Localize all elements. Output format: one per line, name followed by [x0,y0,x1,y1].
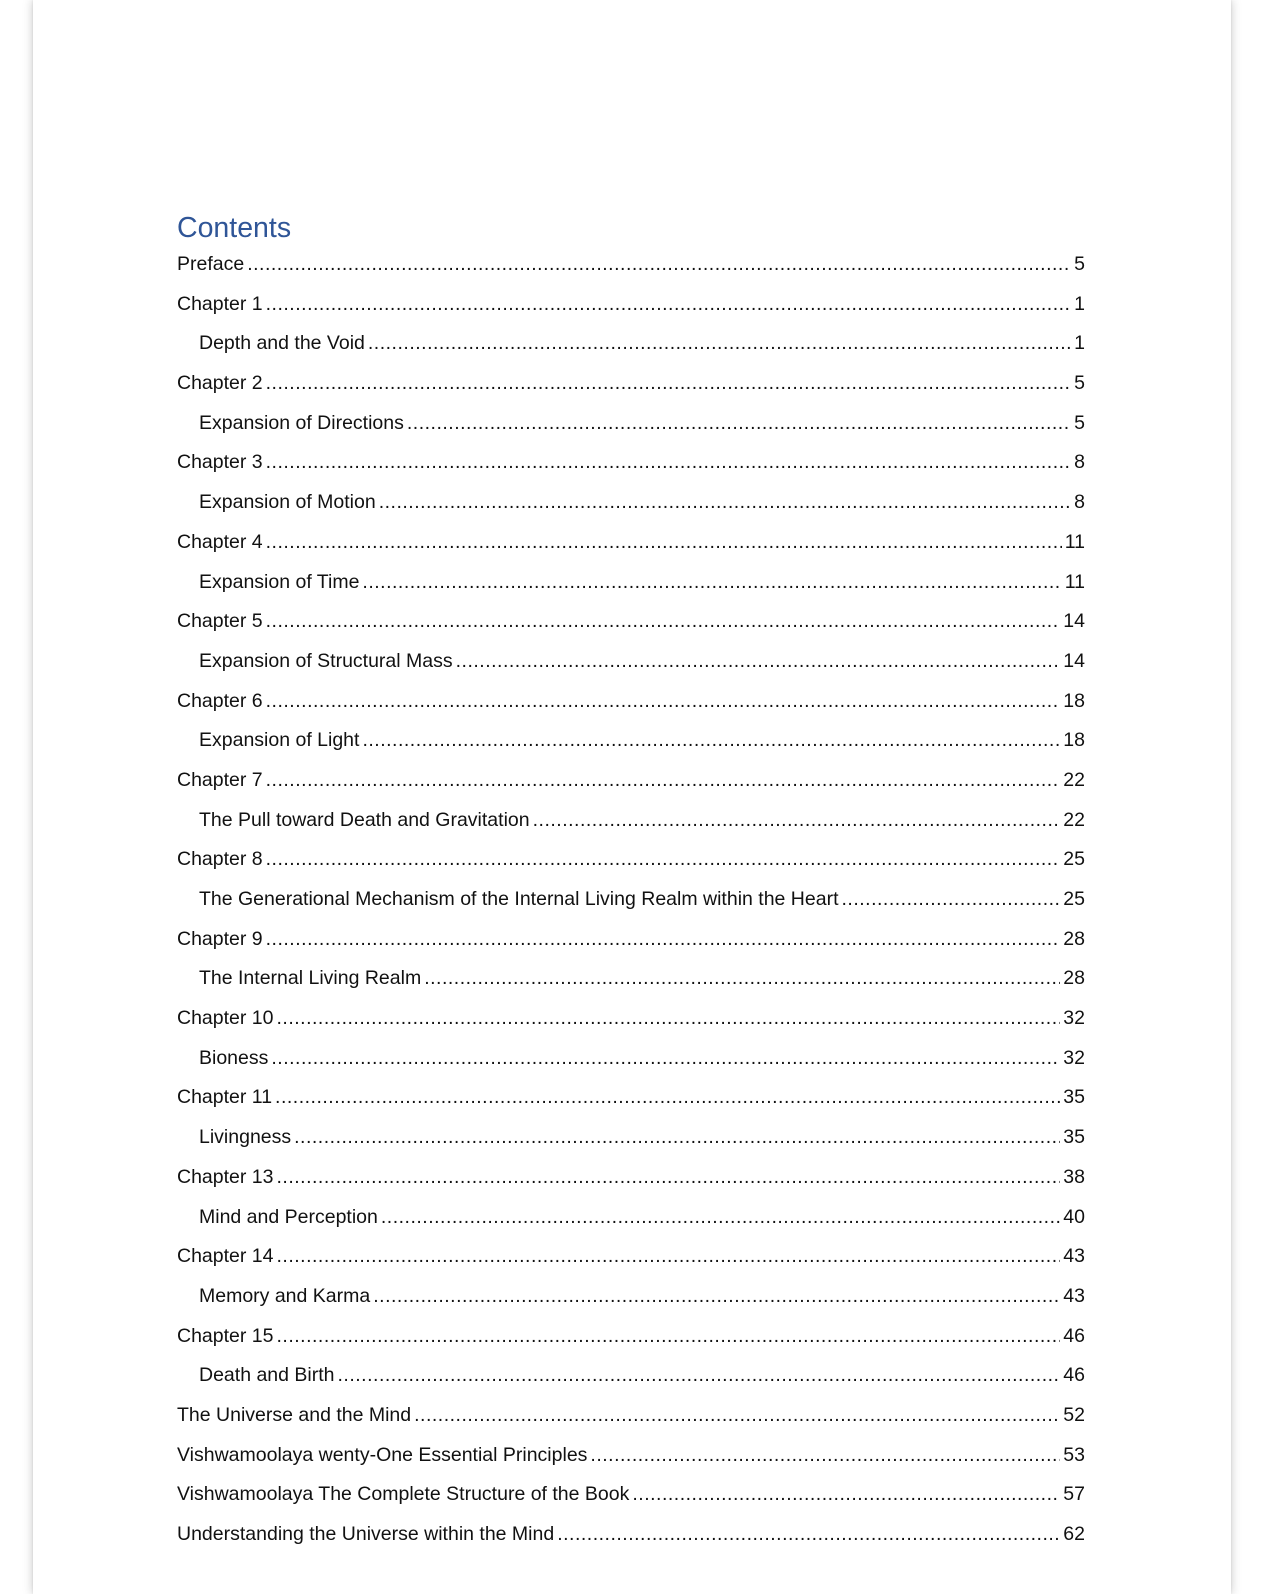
toc-subentry[interactable] [177,808,1085,848]
toc-entry-label: Chapter 15 [177,1324,274,1347]
toc-entry-label: Chapter 13 [177,1165,274,1188]
toc-entry-page-number: 52 [1063,1403,1085,1426]
toc-entry-label: Chapter 14 [177,1245,274,1268]
toc-entry-page-number: 62 [1063,1523,1085,1545]
table-of-contents [177,252,1085,1562]
toc-entry-label: Memory and Karma [199,1284,371,1307]
toc-entry-label: Expansion of Structural Mass [199,649,453,672]
toc-entry[interactable] [177,1085,1085,1125]
dot-leader [373,1284,1060,1308]
toc-entry[interactable] [177,689,1085,729]
toc-entry-page-number: 18 [1063,689,1085,712]
toc-entry-label: Chapter 4 [177,530,263,553]
toc-entry[interactable] [177,1006,1085,1046]
toc-entry-label: Livingness [199,1126,292,1149]
toc-entry-page-number: 14 [1063,610,1085,633]
dot-leader [276,1324,1060,1348]
document-page [33,0,1231,1594]
dot-leader [266,768,1061,792]
toc-entry-label: Chapter 6 [177,689,263,712]
toc-entry-label: Understanding the Universe within the Mind [177,1523,555,1545]
toc-subentry[interactable] [177,728,1085,768]
dot-leader [276,1244,1060,1268]
toc-entry-page-number: 35 [1063,1126,1085,1149]
toc-entry-page-number: 5 [1074,253,1085,275]
dot-leader [414,1403,1060,1427]
toc-subentry[interactable] [177,1125,1085,1165]
toc-entry-label: Preface [177,253,245,275]
toc-entry-page-number: 11 [1064,530,1085,553]
toc-entry-label: Chapter 7 [177,768,263,791]
dot-leader [632,1482,1060,1506]
toc-subentry[interactable] [177,570,1085,610]
toc-entry[interactable] [177,1244,1085,1284]
toc-entry-page-number: 28 [1063,967,1085,990]
toc-entry-page-number: 32 [1063,1046,1085,1069]
dot-leader [266,609,1061,633]
toc-entry-label: Vishwamoolaya The Complete Structure of the Book [177,1483,630,1506]
toc-entry-label: Chapter 11 [177,1086,273,1109]
toc-entry-page-number: 43 [1063,1284,1085,1307]
dot-leader [456,649,1061,673]
toc-entry-label: Death and Birth [199,1364,335,1387]
toc-entry[interactable] [177,450,1085,490]
dot-leader [424,966,1060,990]
toc-entry-page-number: 14 [1063,649,1085,672]
toc-entry[interactable] [177,927,1085,967]
dot-leader [266,371,1072,395]
toc-entry[interactable] [177,252,1085,292]
dot-leader [368,331,1071,355]
toc-entry[interactable] [177,1522,1085,1562]
toc-entry-page-number: 22 [1063,808,1085,831]
toc-entry[interactable] [177,847,1085,887]
dot-leader [266,292,1072,316]
toc-entry-page-number: 5 [1074,372,1085,395]
toc-entry[interactable] [177,1324,1085,1364]
toc-subentry[interactable] [177,1046,1085,1086]
toc-subentry[interactable] [177,1205,1085,1245]
dot-leader [590,1443,1060,1467]
toc-subentry[interactable] [177,966,1085,1006]
toc-entry-page-number: 25 [1063,888,1085,910]
dot-leader [379,490,1071,514]
toc-entry-label: Chapter 9 [177,927,263,950]
toc-entry[interactable] [177,1165,1085,1205]
toc-entry-label: The Pull toward Death and Gravitation [199,808,530,831]
toc-entry-page-number: 5 [1074,411,1085,434]
toc-entry-label: Mind and Perception [199,1205,378,1228]
dot-leader [557,1522,1060,1546]
toc-entry-label: Expansion of Directions [199,411,404,434]
toc-entry[interactable] [177,1403,1085,1443]
dot-leader [362,728,1060,752]
toc-entry-label: Bioness [199,1046,269,1069]
toc-subentry[interactable] [177,887,1085,927]
toc-entry-page-number: 57 [1063,1483,1085,1506]
toc-entry-label: The Generational Mechanism of the Internal Living Realm within the Heart [199,888,839,910]
dot-leader [533,808,1061,832]
dot-leader [294,1125,1060,1149]
toc-entry-page-number: 8 [1074,491,1085,514]
dot-leader [276,1165,1060,1189]
toc-entry-page-number: 1 [1074,332,1085,355]
toc-subentry[interactable] [177,331,1085,371]
toc-entry-label: Expansion of Time [199,570,360,593]
dot-leader [338,1363,1061,1387]
toc-entry-label: Expansion of Light [199,729,360,752]
toc-entry-label: The Internal Living Realm [199,967,422,990]
toc-entry-label: Chapter 3 [177,451,263,474]
dot-leader [842,887,1061,911]
toc-entry-page-number: 46 [1063,1364,1085,1387]
dot-leader [266,847,1061,871]
toc-entry-page-number: 11 [1064,570,1085,593]
dot-leader [266,689,1061,713]
toc-entry-page-number: 22 [1063,768,1085,791]
toc-entry-label: Chapter 1 [177,292,263,315]
dot-leader [275,1085,1060,1109]
toc-entry-page-number: 18 [1063,729,1085,752]
dot-leader [276,1006,1060,1030]
dot-leader [407,411,1071,435]
toc-entry-label: Vishwamoolaya wenty-One Essential Principles [177,1443,588,1466]
dot-leader [271,1046,1060,1070]
dot-leader [362,570,1061,594]
toc-entry[interactable] [177,1482,1085,1522]
toc-entry-page-number: 28 [1063,927,1085,950]
toc-entry[interactable] [177,1443,1085,1483]
dot-leader [247,252,1071,276]
dot-leader [266,530,1062,554]
toc-subentry[interactable] [177,1284,1085,1324]
toc-entry-page-number: 38 [1063,1165,1085,1188]
dot-leader [381,1205,1060,1229]
toc-entry-label: Depth and the Void [199,332,365,355]
toc-entry-label: Chapter 10 [177,1007,274,1030]
toc-entry-page-number: 43 [1063,1245,1085,1268]
toc-entry-page-number: 46 [1063,1324,1085,1347]
dot-leader [266,927,1061,951]
toc-entry-page-number: 32 [1063,1007,1085,1030]
toc-entry[interactable] [177,371,1085,411]
toc-subentry[interactable] [177,649,1085,689]
toc-entry-page-number: 35 [1063,1086,1085,1109]
toc-subentry[interactable] [177,411,1085,451]
toc-entry-page-number: 8 [1074,451,1085,474]
toc-entry[interactable] [177,530,1085,570]
toc-entry-page-number: 25 [1063,848,1085,871]
toc-entry-label: The Universe and the Mind [177,1403,412,1426]
toc-entry-label: Chapter 2 [177,372,263,395]
toc-entry-label: Chapter 8 [177,848,263,871]
contents-heading: Contents [177,212,292,244]
toc-entry-label: Chapter 5 [177,610,263,633]
toc-entry[interactable] [177,768,1085,808]
toc-entry[interactable] [177,292,1085,332]
toc-entry-label: Expansion of Motion [199,491,376,514]
toc-entry[interactable] [177,609,1085,649]
toc-subentry[interactable] [177,490,1085,530]
toc-entry-page-number: 40 [1063,1205,1085,1228]
dot-leader [266,450,1072,474]
toc-subentry[interactable] [177,1363,1085,1403]
toc-entry-page-number: 1 [1074,292,1085,315]
toc-entry-page-number: 53 [1063,1443,1085,1466]
